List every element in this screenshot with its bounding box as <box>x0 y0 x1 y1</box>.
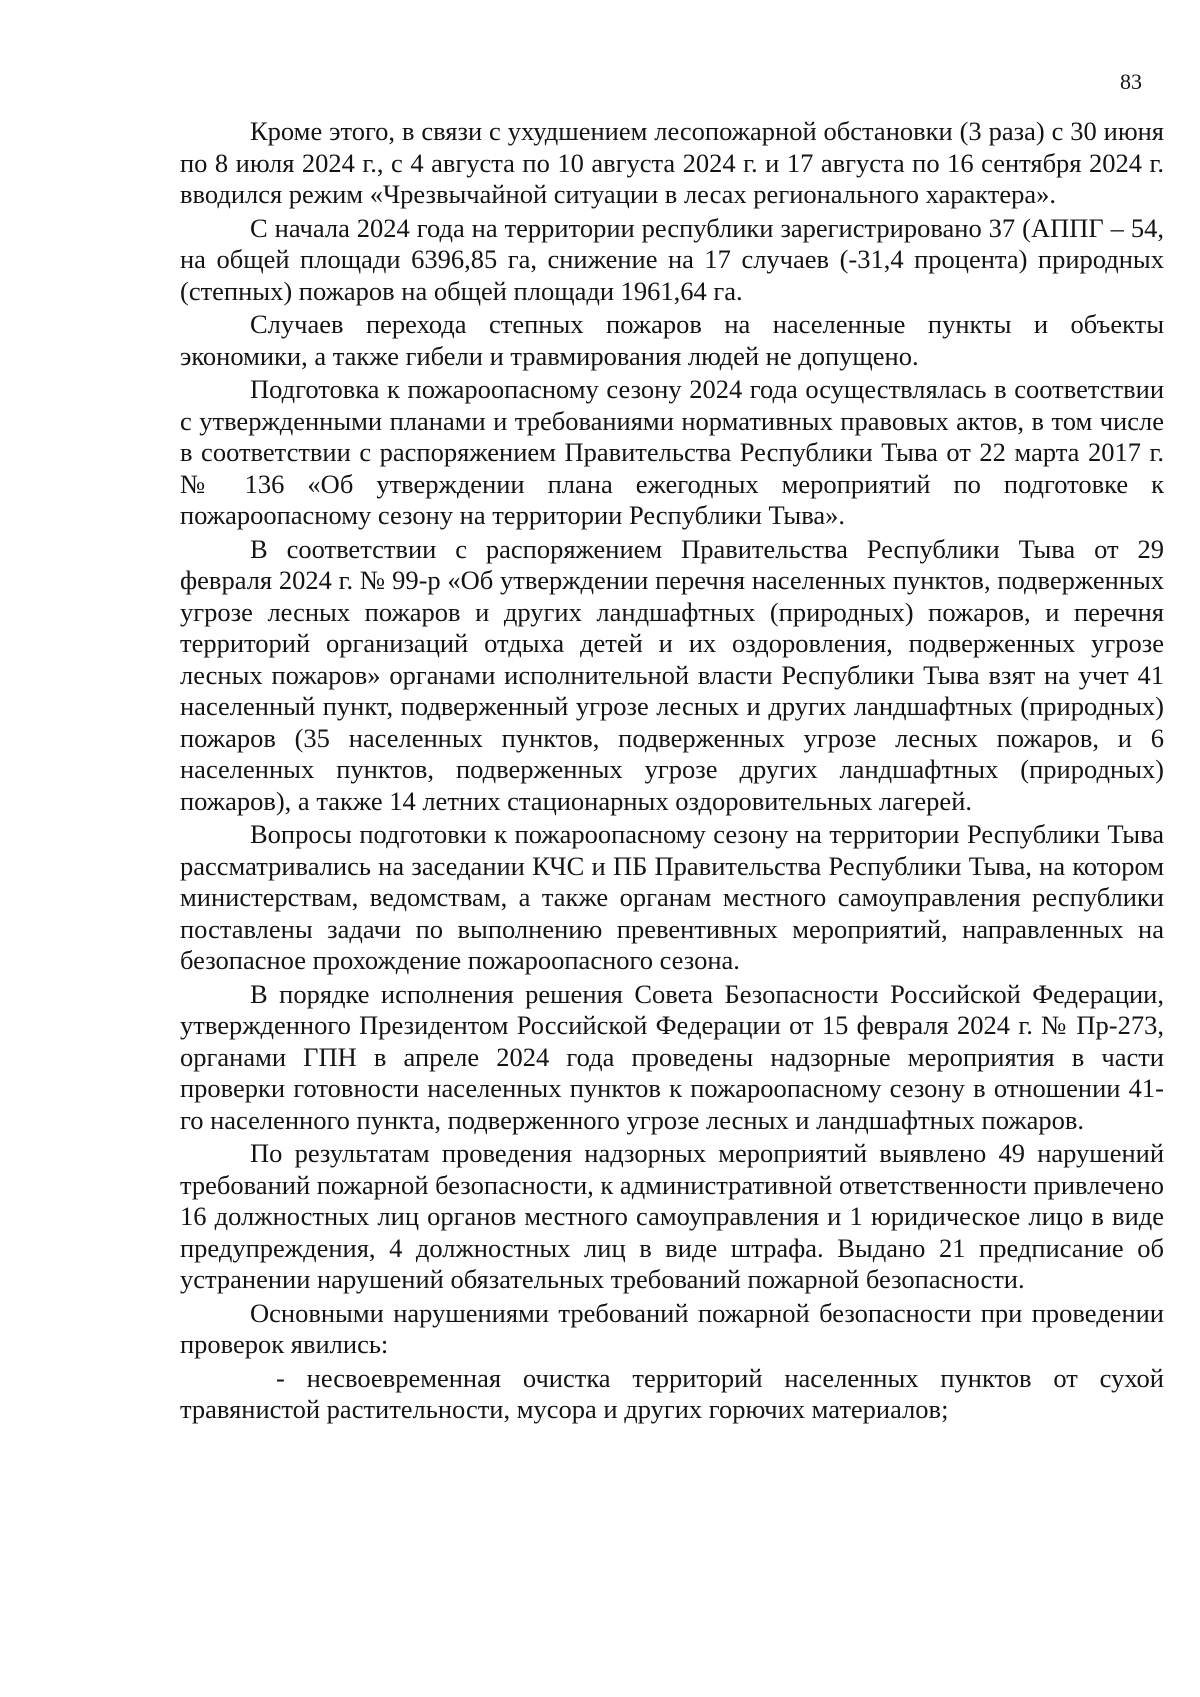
paragraph-settlement-list: В соответствии с распоряжением Правительства Республики Тыва от 29 февраля 2024 г. № 99-р «Об утверждении перечня населенных пунктов, подверженных угрозе лесных пожаров и других ландшафтных (природных) пожаров, и перечня территорий организаций отдыха детей и их оздоровления, подверженных угрозе лесных пожаров» органами исполнительной власти Республики Тыва взят на учет 41 населенный пункт, подверженный угрозе лесных и других ландшафтных (природных) пожаров (35 населенных пунктов, подверженных угрозе лесных пожаров, и 6 населенных пунктов, подверженных угрозе других ландшафтных (природных) пожаров), а также 14 летних стационарных оздоровительных лагерей. <box>180 533 1164 816</box>
document-body <box>180 116 1164 1428</box>
paragraph-main-violations: Основными нарушениями требований пожарной безопасности при проведении проверок явились: <box>180 1297 1164 1359</box>
page-number: 83 <box>1120 69 1142 94</box>
list-item-violation: - несвоевременная очистка территорий населенных пунктов от сухой травянистой растительности, мусора и других горючих материалов; <box>180 1362 1164 1424</box>
paragraph-fire-statistics: С начала 2024 года на территории республики зарегистрировано 37 (АППГ – 54, на общей площади 6396,85 га, снижение на 17 случаев (-31,4 процента) природных (степных) пожаров на общей площади 1961,64 га. <box>180 212 1164 306</box>
paragraph-inspection-results: По результатам проведения надзорных мероприятий выявлено 49 нарушений требований пожарной безопасности, к административной ответственности привлечено 16 должностных лиц органов местного самоуправления и 1 юридическое лицо в виде предупреждения, 4 должностных лиц в виде штрафа. Выдано 21 предписание об устранении нарушений обязательных требований пожарной безопасности. <box>180 1138 1165 1294</box>
paragraph-season-preparation: Подготовка к пожароопасному сезону 2024 года осуществлялась в соответствии с утвержденными планами и требованиями нормативных правовых актов, в том числе в соответствии с распоряжением Правительства Республики Тыва от 22 марта 2017 г. № 136 «Об утверждении плана ежегодных мероприятий по подготовке к пожароопасному сезону на территории Республики Тыва». <box>180 374 1164 530</box>
paragraph-kchs-meeting: Вопросы подготовки к пожароопасному сезону на территории Республики Тыва рассматривались на заседании КЧС и ПБ Правительства Республики Тыва, на котором министерствам, ведомствам, а также органам местного самоуправления республики поставлены задачи по выполнению превентивных мероприятий, направленных на безопасное прохождение пожароопасного сезона. <box>180 819 1164 975</box>
paragraph-security-council: В порядке исполнения решения Совета Безопасности Российской Федерации, утвержденного Президентом Российской Федерации от 15 февраля 2024 г. № Пр-273, органами ГПН в апреле 2024 года проведены надзорные мероприятия в части проверки готовности населенных пунктов к пожароопасному сезону в отношении 41-го населенного пункта, подверженного угрозе лесных и ландшафтных пожаров. <box>180 978 1164 1135</box>
paragraph-emergency-regime: Кроме этого, в связи с ухудшением лесопожарной обстановки (3 раза) с 30 июня по 8 июля 2024 г., с 4 августа по 10 августа 2024 г. и 17 августа по 16 сентября 2024 г. вводился режим «Чрезвычайной ситуации в лесах регионального характера». <box>180 116 1164 209</box>
paragraph-no-casualties: Случаев перехода степных пожаров на населенные пункты и объекты экономики, а также гибели и травмирования людей не допущено. <box>180 309 1164 371</box>
